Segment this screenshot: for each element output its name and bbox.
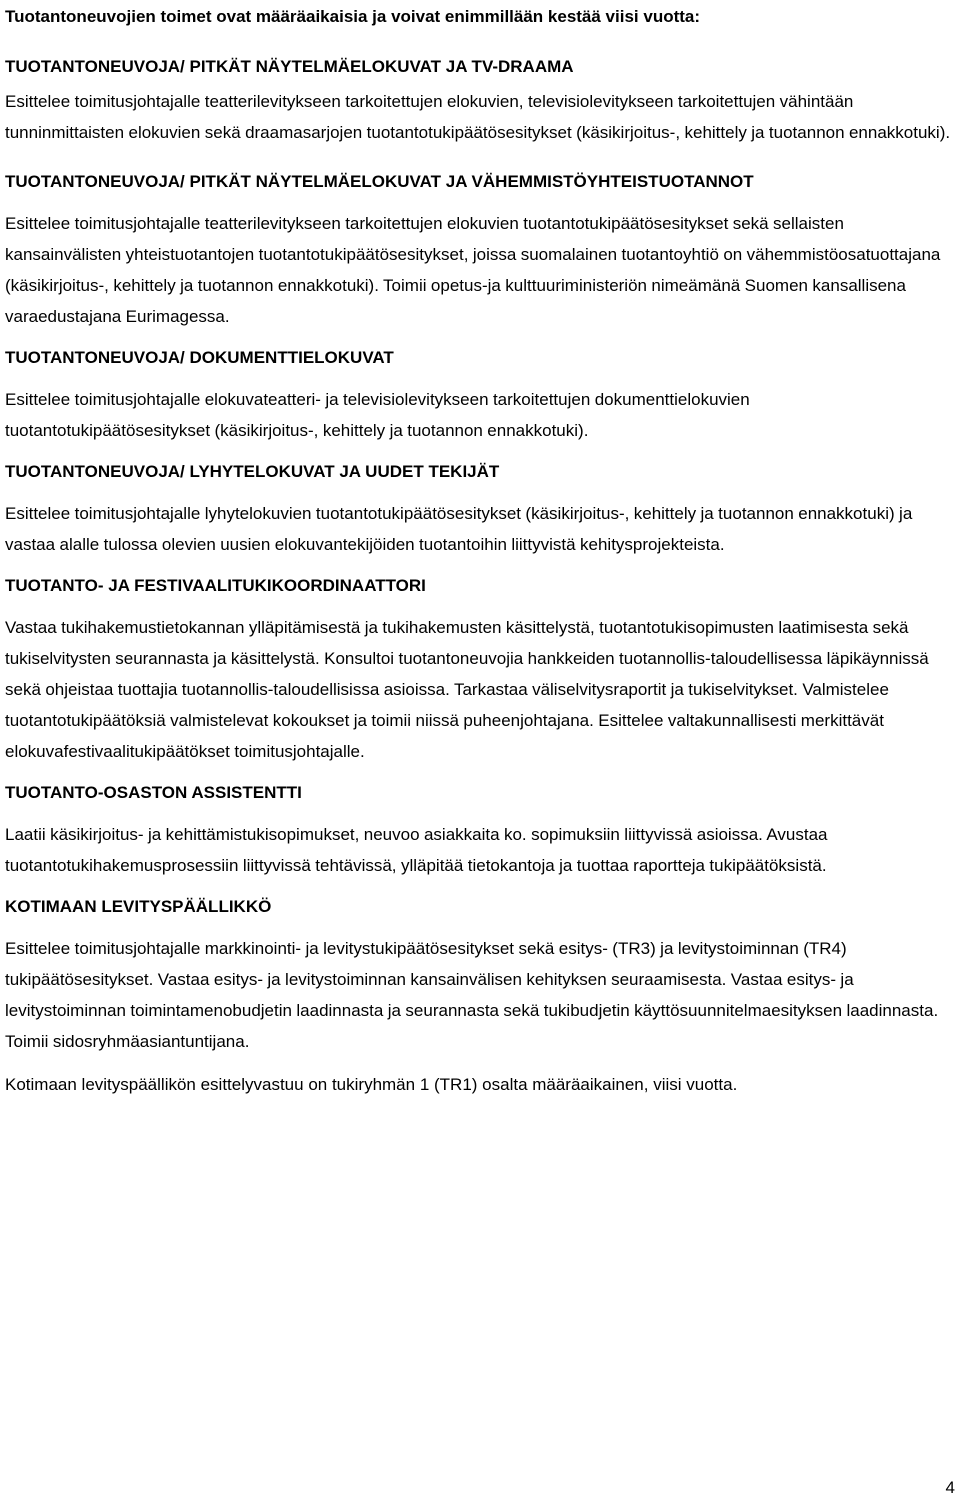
section-text: Esittelee toimitusjohtajalle markkinointi- ja levitystukipäätösesitykset sekä esitys- (TR3) ja levitystoiminnan (TR4) tukipäätösesitykset. Vastaa esitys- ja levitystoiminnan kansainvälisen kehityksen seuraamisesta. Vastaa esitys- ja levitystoiminnan toimintamenobudjetin laadinnasta ja seurannasta sekä tukibudjetin käyttösuunnitelmaesityksen laadinnasta. Toimii sidosryhmäasiantuntijana. xyxy=(5,939,939,1051)
section-heading: TUOTANTONEUVOJA/ PITKÄT NÄYTELMÄELOKUVAT JA TV-DRAAMA xyxy=(5,57,574,76)
section-production-assistant xyxy=(5,782,955,881)
section-heading: TUOTANTO-OSASTON ASSISTENTTI xyxy=(5,783,302,802)
section-short-films-new-talent xyxy=(5,461,955,560)
section-heading: KOTIMAAN LEVITYSPÄÄLLIKKÖ xyxy=(5,897,272,916)
section-domestic-distribution-manager xyxy=(5,896,955,1057)
document-page xyxy=(5,0,955,1100)
closing-note: Kotimaan levityspäällikön esittelyvastuu on tukiryhmän 1 (TR1) osalta määräaikainen, viisi vuotta. xyxy=(5,1075,738,1094)
section-heading: TUOTANTONEUVOJA/ DOKUMENTTIELOKUVAT xyxy=(5,348,394,367)
section-festival-coordinator xyxy=(5,575,955,767)
section-text: Vastaa tukihakemustietokannan ylläpitämisestä ja tukihakemusten käsittelystä, tuotantotukisopimusten laatimisesta sekä tukiselvitysten seurannasta ja käsittelystä. Konsultoi tuotantoneuvojia hankkeiden tuotannollis-taloudellisessa läpikäynnissä sekä ohjeistaa tuottajia tuotannollis-taloudellisissa asioissa. Tarkastaa väliselvitysraportit ja tukiselvitykset. Valmistelee tuotantotukipäätöksiä valmistelevat kokoukset ja toimii niissä puheenjohtajana. Esittelee valtakunnallisesti merkittävät elokuvafestivaalitukipäätökset toimitusjohtajalle. xyxy=(5,618,929,761)
section-text: Esittelee toimitusjohtajalle elokuvateatteri- ja televisiolevitykseen tarkoitettujen dokumenttielokuvien tuotantotukipäätösesitykset (käsikirjoitus-, kehittely ja tuotannon ennakkotuki). xyxy=(5,390,750,440)
section-feature-films-tv-drama xyxy=(5,56,955,148)
section-text: Laatii käsikirjoitus- ja kehittämistukisopimukset, neuvoo asiakkaita ko. sopimuksiin liittyvissä asioissa. Avustaa tuotantotukihakemusprosessiin liittyvissä tehtävissä, ylläpitää tietokantoja ja tuottaa raportteja tukipäätöksistä. xyxy=(5,825,828,875)
section-heading: TUOTANTONEUVOJA/ LYHYTELOKUVAT JA UUDET TEKIJÄT xyxy=(5,462,500,481)
section-text: Esittelee toimitusjohtajalle teatterilevitykseen tarkoitettujen elokuvien tuotantotukipäätösesitykset sekä sellaisten kansainvälisten yhteistuotantojen tuotantotukipäätösesitykset, joissa suomalainen tuotantoyhtiö on vähemmistöosatuottajana (käsikirjoitus-, kehittely ja tuotannon ennakkotuki). Toimii opetus-ja kulttuuriministeriön nimeämänä Suomen kansallisena varaedustajana Eurimagessa. xyxy=(5,214,941,326)
section-heading: TUOTANTO- JA FESTIVAALITUKIKOORDINAATTORI xyxy=(5,576,426,595)
section-documentaries xyxy=(5,347,955,446)
page-number: 4 xyxy=(945,1478,955,1497)
section-text: Esittelee toimitusjohtajalle teatterilevitykseen tarkoitettujen elokuvien, televisiolevitykseen tarkoitettujen vähintään tunninmittaisten elokuvien sekä draamasarjojen tuotantotukipäätösesitykset (käsikirjoitus-, kehittely ja tuotannon ennakkotuki). xyxy=(5,92,951,142)
section-feature-films-minority-coproductions xyxy=(5,171,955,332)
intro-text: Tuotantoneuvojien toimet ovat määräaikaisia ja voivat enimmillään kestää viisi vuotta: xyxy=(5,7,701,26)
section-heading: TUOTANTONEUVOJA/ PITKÄT NÄYTELMÄELOKUVAT JA VÄHEMMISTÖYHTEISTUOTANNOT xyxy=(5,172,754,191)
section-text: Esittelee toimitusjohtajalle lyhytelokuvien tuotantotukipäätösesitykset (käsikirjoitus-, kehittely ja tuotannon ennakkotuki) ja vastaa alalle tulossa olevien uusien elokuvantekijöiden tuotantoihin liittyvistä kehitysprojekteista. xyxy=(5,504,913,554)
